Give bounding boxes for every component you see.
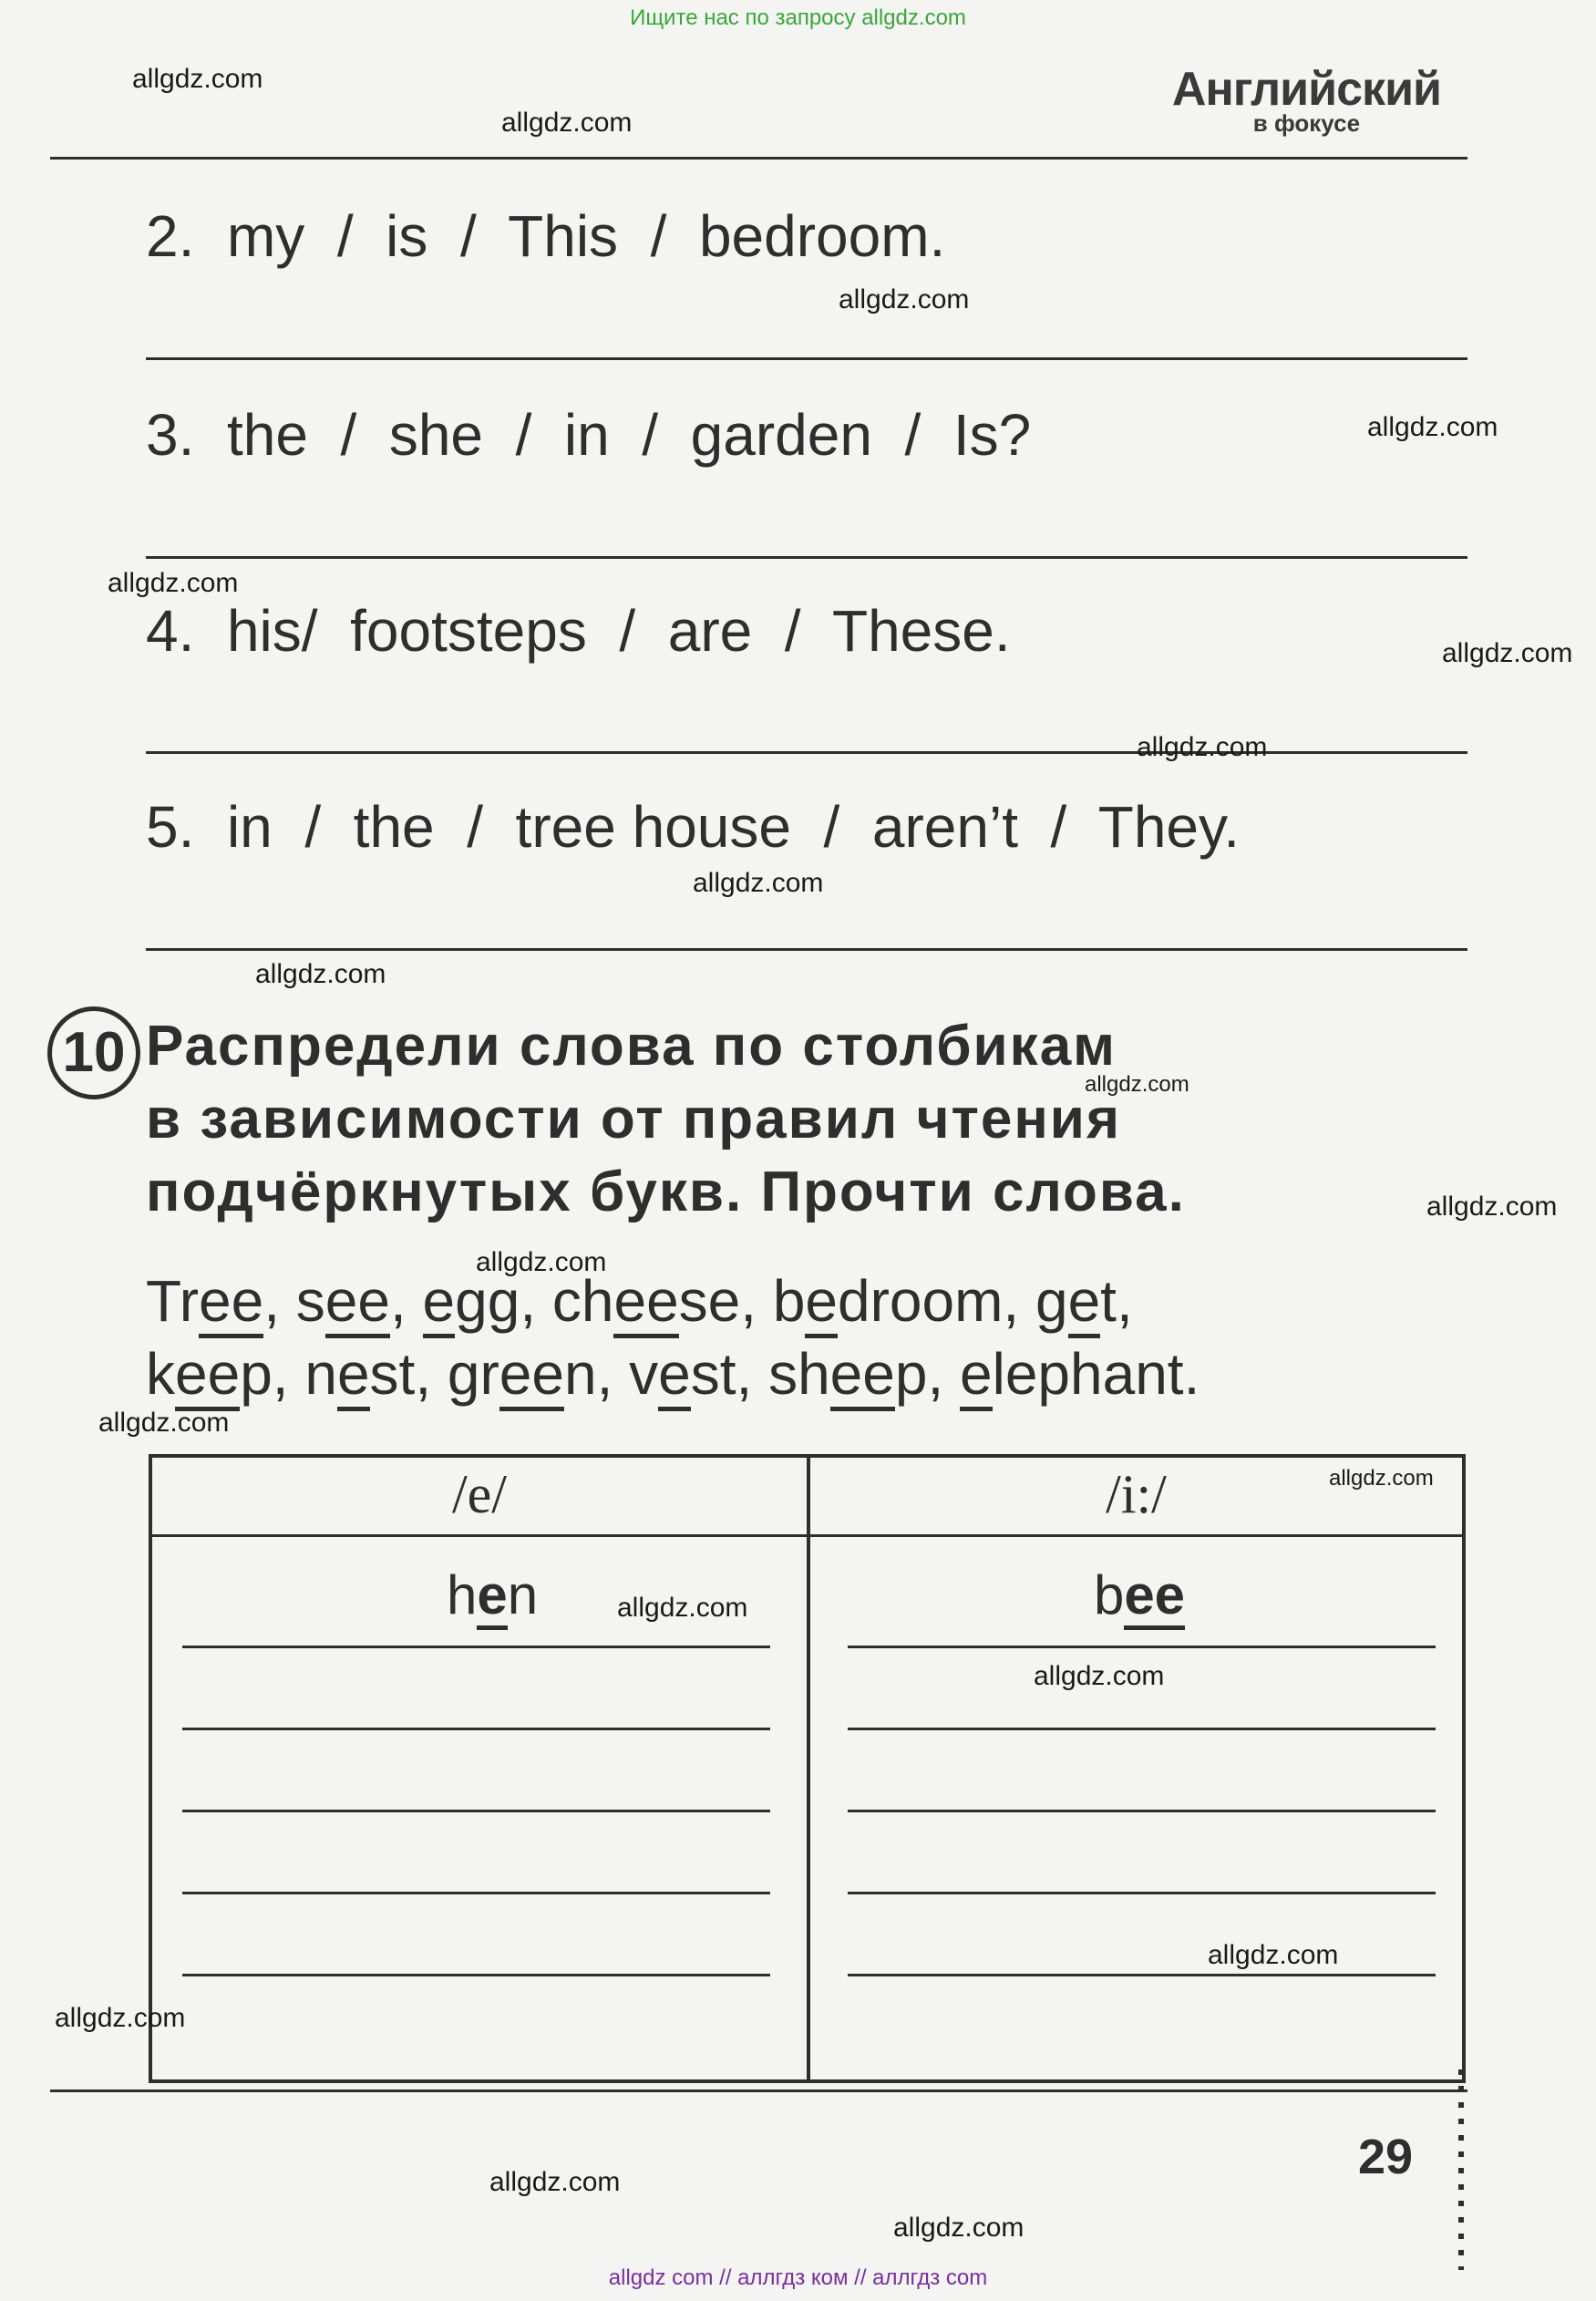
logo-subtitle: в фокусе bbox=[1252, 109, 1361, 137]
exercise-line-2: 2. my / is / This / bedroom. bbox=[146, 203, 946, 269]
task-number: 10 bbox=[47, 1006, 140, 1099]
logo bbox=[1172, 62, 1441, 138]
task-instruction-line-2: в зависимости от правил чтения bbox=[146, 1088, 1122, 1150]
dotted-margin bbox=[1458, 2069, 1464, 2270]
footer-rule bbox=[50, 2089, 1467, 2092]
page-number: 29 bbox=[1358, 2130, 1414, 2184]
answer-line-2 bbox=[146, 357, 1467, 360]
word-get: get, bbox=[1035, 1268, 1133, 1338]
watermark[interactable]: allgdz.com bbox=[255, 959, 386, 989]
word-sheep: sheep, bbox=[768, 1341, 960, 1411]
watermark[interactable]: allgdz.com bbox=[1329, 1466, 1434, 1491]
logo-title: Английский bbox=[1171, 63, 1441, 116]
exercise-line-3: 3. the / she / in / garden / Is? bbox=[146, 402, 1032, 468]
watermark[interactable]: allgdz.com bbox=[108, 568, 239, 598]
bottom-banner[interactable]: allgdz com // аллгдз ком // аллгдз com bbox=[608, 2265, 988, 2290]
word-tree: Tree, bbox=[146, 1268, 296, 1338]
watermark[interactable]: allgdz.com bbox=[1367, 412, 1498, 442]
table-answer-line bbox=[848, 1810, 1436, 1812]
table-answer-line bbox=[182, 1728, 770, 1730]
table-answer-line bbox=[182, 1974, 770, 1976]
watermark[interactable]: allgdz.com bbox=[98, 1408, 230, 1438]
table-answer-line bbox=[182, 1892, 770, 1894]
example-word-bee: bee bbox=[1048, 1563, 1230, 1626]
watermark[interactable]: allgdz.com bbox=[693, 868, 824, 898]
word-elephant: elephant. bbox=[960, 1341, 1200, 1411]
table-answer-line bbox=[182, 1810, 770, 1812]
table-answer-line bbox=[848, 1646, 1436, 1648]
word-egg: egg, bbox=[423, 1268, 552, 1338]
table-header-divider bbox=[149, 1534, 1466, 1537]
answer-line-4 bbox=[146, 751, 1467, 754]
watermark[interactable]: allgdz.com bbox=[1426, 1192, 1558, 1222]
task-instruction-line-3: подчёркнутых букв. Прочти слова. bbox=[146, 1161, 1186, 1223]
word-list-line-1 bbox=[146, 1267, 1133, 1335]
word-list-line-2 bbox=[146, 1340, 1200, 1408]
watermark[interactable]: allgdz.com bbox=[132, 64, 263, 94]
table-answer-line bbox=[182, 1646, 770, 1648]
answer-line-3 bbox=[146, 556, 1467, 559]
watermark[interactable]: allgdz.com bbox=[489, 2167, 621, 2197]
table-column-divider bbox=[807, 1454, 810, 2083]
watermark[interactable]: allgdz.com bbox=[839, 284, 970, 315]
watermark[interactable]: allgdz.com bbox=[55, 2003, 186, 2033]
column-header-e: /e/ bbox=[452, 1464, 507, 1524]
word-bedroom: bedroom, bbox=[773, 1268, 1035, 1338]
watermark[interactable]: allgdz.com bbox=[1208, 1940, 1339, 1970]
table-answer-line bbox=[848, 1892, 1436, 1894]
table-answer-line bbox=[848, 1728, 1436, 1730]
word-keep: keep, bbox=[146, 1341, 304, 1411]
word-see: see, bbox=[296, 1268, 423, 1338]
table-answer-line bbox=[848, 1974, 1436, 1976]
watermark[interactable]: allgdz.com bbox=[476, 1247, 607, 1277]
answer-line-5 bbox=[146, 948, 1467, 951]
watermark[interactable]: allgdz.com bbox=[1442, 638, 1573, 668]
task-instruction-line-1: Распредели слова по столбикам bbox=[146, 1015, 1117, 1078]
example-word-hen: hen bbox=[401, 1563, 583, 1626]
word-cheese: cheese, bbox=[552, 1268, 773, 1338]
watermark[interactable]: allgdz.com bbox=[501, 108, 633, 138]
word-vest: vest, bbox=[629, 1341, 768, 1411]
watermark[interactable]: allgdz.com bbox=[1085, 1072, 1189, 1097]
header-rule bbox=[50, 157, 1467, 160]
watermark[interactable]: allgdz.com bbox=[617, 1593, 748, 1623]
word-nest: nest, bbox=[304, 1341, 448, 1411]
top-banner[interactable]: Ищите нас по запросу allgdz.com bbox=[630, 5, 966, 30]
watermark[interactable]: allgdz.com bbox=[1034, 1661, 1165, 1691]
exercise-line-4: 4. his/ footsteps / are / These. bbox=[146, 598, 1011, 664]
watermark[interactable]: allgdz.com bbox=[1137, 732, 1268, 762]
word-green: green, bbox=[448, 1341, 629, 1411]
column-header-i: /i:/ bbox=[1106, 1464, 1167, 1524]
watermark[interactable]: allgdz.com bbox=[893, 2213, 1025, 2243]
exercise-line-5: 5. in / the / tree house / aren’t / They. bbox=[146, 794, 1241, 860]
